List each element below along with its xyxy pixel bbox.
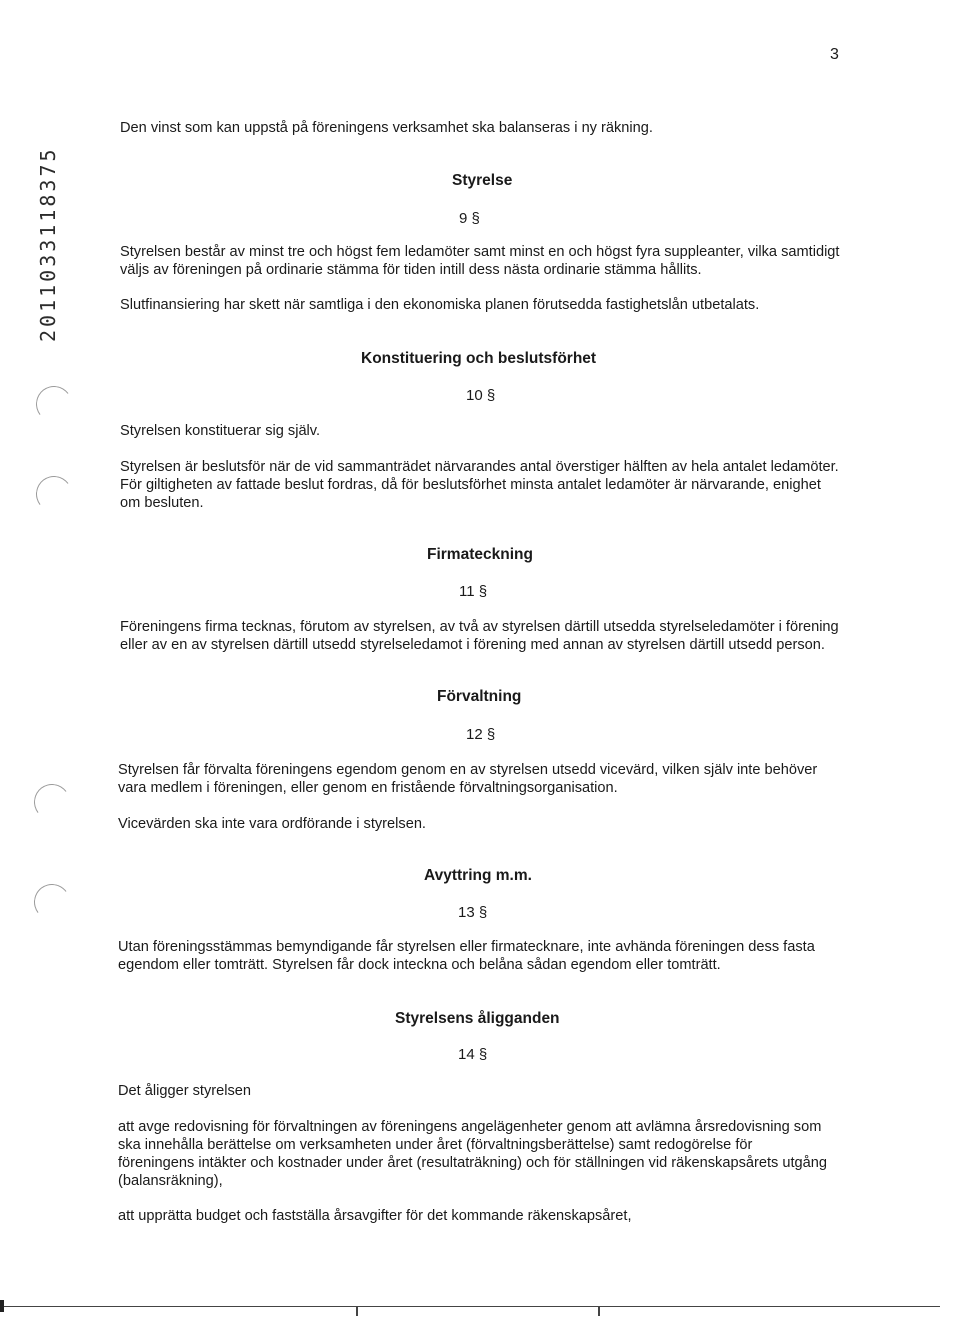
paragraph: Det åligger styrelsen (118, 1083, 252, 1099)
heading-styrelse: Styrelse (452, 172, 513, 189)
scan-edge-line (0, 1306, 940, 1307)
section-number: 11 § (459, 583, 488, 600)
punch-hole-mark (32, 782, 73, 823)
side-registration-number: 2011033118375 (36, 146, 60, 342)
section-number: 12 § (466, 726, 496, 743)
page-number: 3 (830, 46, 839, 63)
scan-edge-mark (356, 1306, 358, 1316)
paragraph: Vicevärden ska inte vara ordförande i styrelsen. (118, 816, 426, 832)
paragraph: Utan föreningsstämmas bemyndigande får styrelsen eller firmatecknare, inte avhända föreningen dess fasta egendom eller tomträtt. Styrelsen får dock inteckna och belåna sådan egendom eller tomträtt. (118, 939, 815, 973)
heading-avyttring: Avyttring m.m. (424, 867, 532, 884)
paragraph: att upprätta budget och fastställa årsavgifter för det kommande räkenskapsåret, (118, 1208, 632, 1224)
section-number: 13 § (458, 904, 488, 921)
paragraph: Styrelsen konstituerar sig själv. (120, 423, 321, 439)
paragraph: Slutfinansiering har skett när samtliga i den ekonomiska planen förutsedda fastighetslån utbetalats. (120, 297, 760, 313)
heading-forvaltning: Förvaltning (437, 688, 522, 705)
scan-edge-mark (598, 1306, 600, 1316)
heading-firmateckning: Firmateckning (427, 546, 533, 563)
paragraph: Styrelsen får förvalta föreningens egendom genom en av styrelsen utsedd vicevärd, vilken själv inte behöver vara medlem i föreningen, eller genom en fristående förvaltningsorganisation. (118, 762, 818, 796)
punch-hole-mark (34, 384, 75, 425)
punch-hole-mark (32, 882, 73, 923)
paragraph: att avge redovisning för förvaltningen av föreningens angelägenheter genom att avlämna årsredovisning som ska innehålla berättelse om verksamheten under året (förvaltningsberättelse) samt redogörelse för föreningens intäkter och kostnader under året (resultaträkning) och för ställningen vid räkenskapsårets utgång (balansräkning), (118, 1119, 828, 1189)
heading-aligganden: Styrelsens åligganden (395, 1010, 560, 1027)
section-number: 10 § (466, 387, 496, 404)
section-number: 9 § (459, 210, 480, 227)
paragraph: Styrelsen är beslutsför när de vid sammanträdet närvarandes antal överstiger hälften av hela antalet ledamöter. För giltigheten av fattade beslut fordras, då för beslutsförhet minsta antalet ledamöter är närvarande, enighet om besluten. (120, 459, 839, 511)
section-number: 14 § (458, 1046, 488, 1063)
intro-paragraph: Den vinst som kan uppstå på föreningens verksamhet ska balanseras i ny räkning. (120, 120, 653, 136)
paragraph: Styrelsen består av minst tre och högst fem ledamöter samt minst en och högst fyra suppleanter, vilka samtidigt väljs av föreningen på ordinarie stämma för tiden intill dess nästa ordinarie stämma hållits. (120, 244, 840, 278)
scan-edge-mark (0, 1300, 4, 1312)
heading-konstituering: Konstituering och beslutsförhet (361, 350, 597, 367)
punch-hole-mark (34, 474, 75, 515)
paragraph: Föreningens firma tecknas, förutom av styrelsen, av två av styrelsen därtill utsedda styrelseledamöter i förening eller av en av styrelsen därtill utsedd styrelseledamot i förening med annan av styrelsen därtill utsedd person. (120, 619, 839, 653)
